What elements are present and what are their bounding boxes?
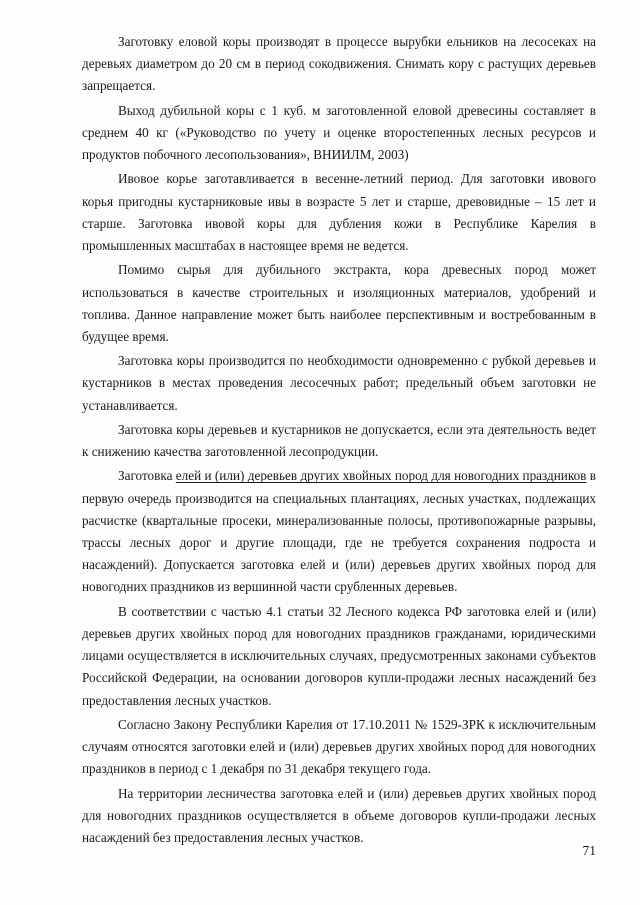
paragraph-forest-code: В соответствии с частью 4.1 статьи 32 Лесного кодекса РФ заготовка елей и (или) деревьев других хвойных пород для новогодних праздников гражданами, юридическими лицами осуществляется в исключительных случаях, предусмотренных законами субъектов Российской Федерации, на основании договоров купли-продажи лесных насаждений без предоставления лесных участков. xyxy=(82,603,596,708)
christmas-trees-underlined: елей и (или) деревьев других хвойных пород для новогодних праздников xyxy=(175,468,587,484)
christmas-trees-rest: в первую очередь производится на специальных плантациях, лесных участках, подлежащих расчистке (квартальные просеки, минерализованные полосы, противопожарные разрывы, трассы лесных дорог и другие площади, где не требуется сохранения подроста и насаждений). Допускается заготовка елей и (или) деревьев других хвойных пород для новогодних праздников из вершинной части срубленных деревьев. xyxy=(82,468,596,595)
paragraph-bark-uses: Помимо сырья для дубильного экстракта, кора древесных пород может использоваться в качестве строительных и изоляционных материалов, удобрений и топлива. Данное направление может быть наиболее перспективным и востребованным в будущее время. xyxy=(82,262,596,344)
paragraph-spruce-bark: Заготовку еловой коры производят в процессе вырубки ельников на лесосеках на деревьях диаметром до 20 см в период сокодвижения. Снимать кору с растущих деревьев запрещается. xyxy=(82,34,596,94)
page-number: 71 xyxy=(582,843,596,858)
paragraph-tanning-bark-yield: Выход дубильной коры с 1 куб. м заготовленной еловой древесины составляет в среднем 40 кг («Руководство по учету и оценке второстепенных лесных ресурсов и продуктов побочного лесопользования», ВНИИЛМ, 2003) xyxy=(82,102,596,163)
paragraph-bark-harvest-volume: Заготовка коры производится по необходимости одновременно с рубкой деревьев и кустарников в местах проведения лесосечных работ; предельный объем заготовки не устанавливается. xyxy=(82,353,596,413)
paragraph-bark-restriction: Заготовка коры деревьев и кустарников не допускается, если эта деятельность ведет к снижению качества заготовленной лесопродукции. xyxy=(82,421,596,460)
paragraph-forestry-territory: На территории лесничества заготовка елей и (или) деревьев других хвойных пород для новогодних праздников осуществляется в объеме договоров купли-продажи лесных насаждений без предоставления лесных участков. xyxy=(82,785,596,845)
christmas-trees-intro: Заготовка xyxy=(118,468,176,484)
paragraph-willow-bark: Ивовое корье заготавливается в весенне-летний период. Для заготовки ивового корья пригодны кустарниковые ивы в возрасте 5 лет и старше, древовидные – 15 лет и старше. Заготовка ивовой коры для дубления кожи в Республике Карелия в промышленных масштабах в настоящее время не ведется. xyxy=(82,171,596,254)
paragraph-karelia-law: Согласно Закону Республики Карелия от 17.10.2011 № 1529-ЗРК к исключительным случаям относятся заготовки елей и (или) деревьев других хвойных пород для новогодних праздников в период с 1 декабря по 31 декабря текущего года. xyxy=(82,716,596,777)
document-body xyxy=(82,31,596,849)
paragraph-christmas-trees xyxy=(82,465,596,598)
